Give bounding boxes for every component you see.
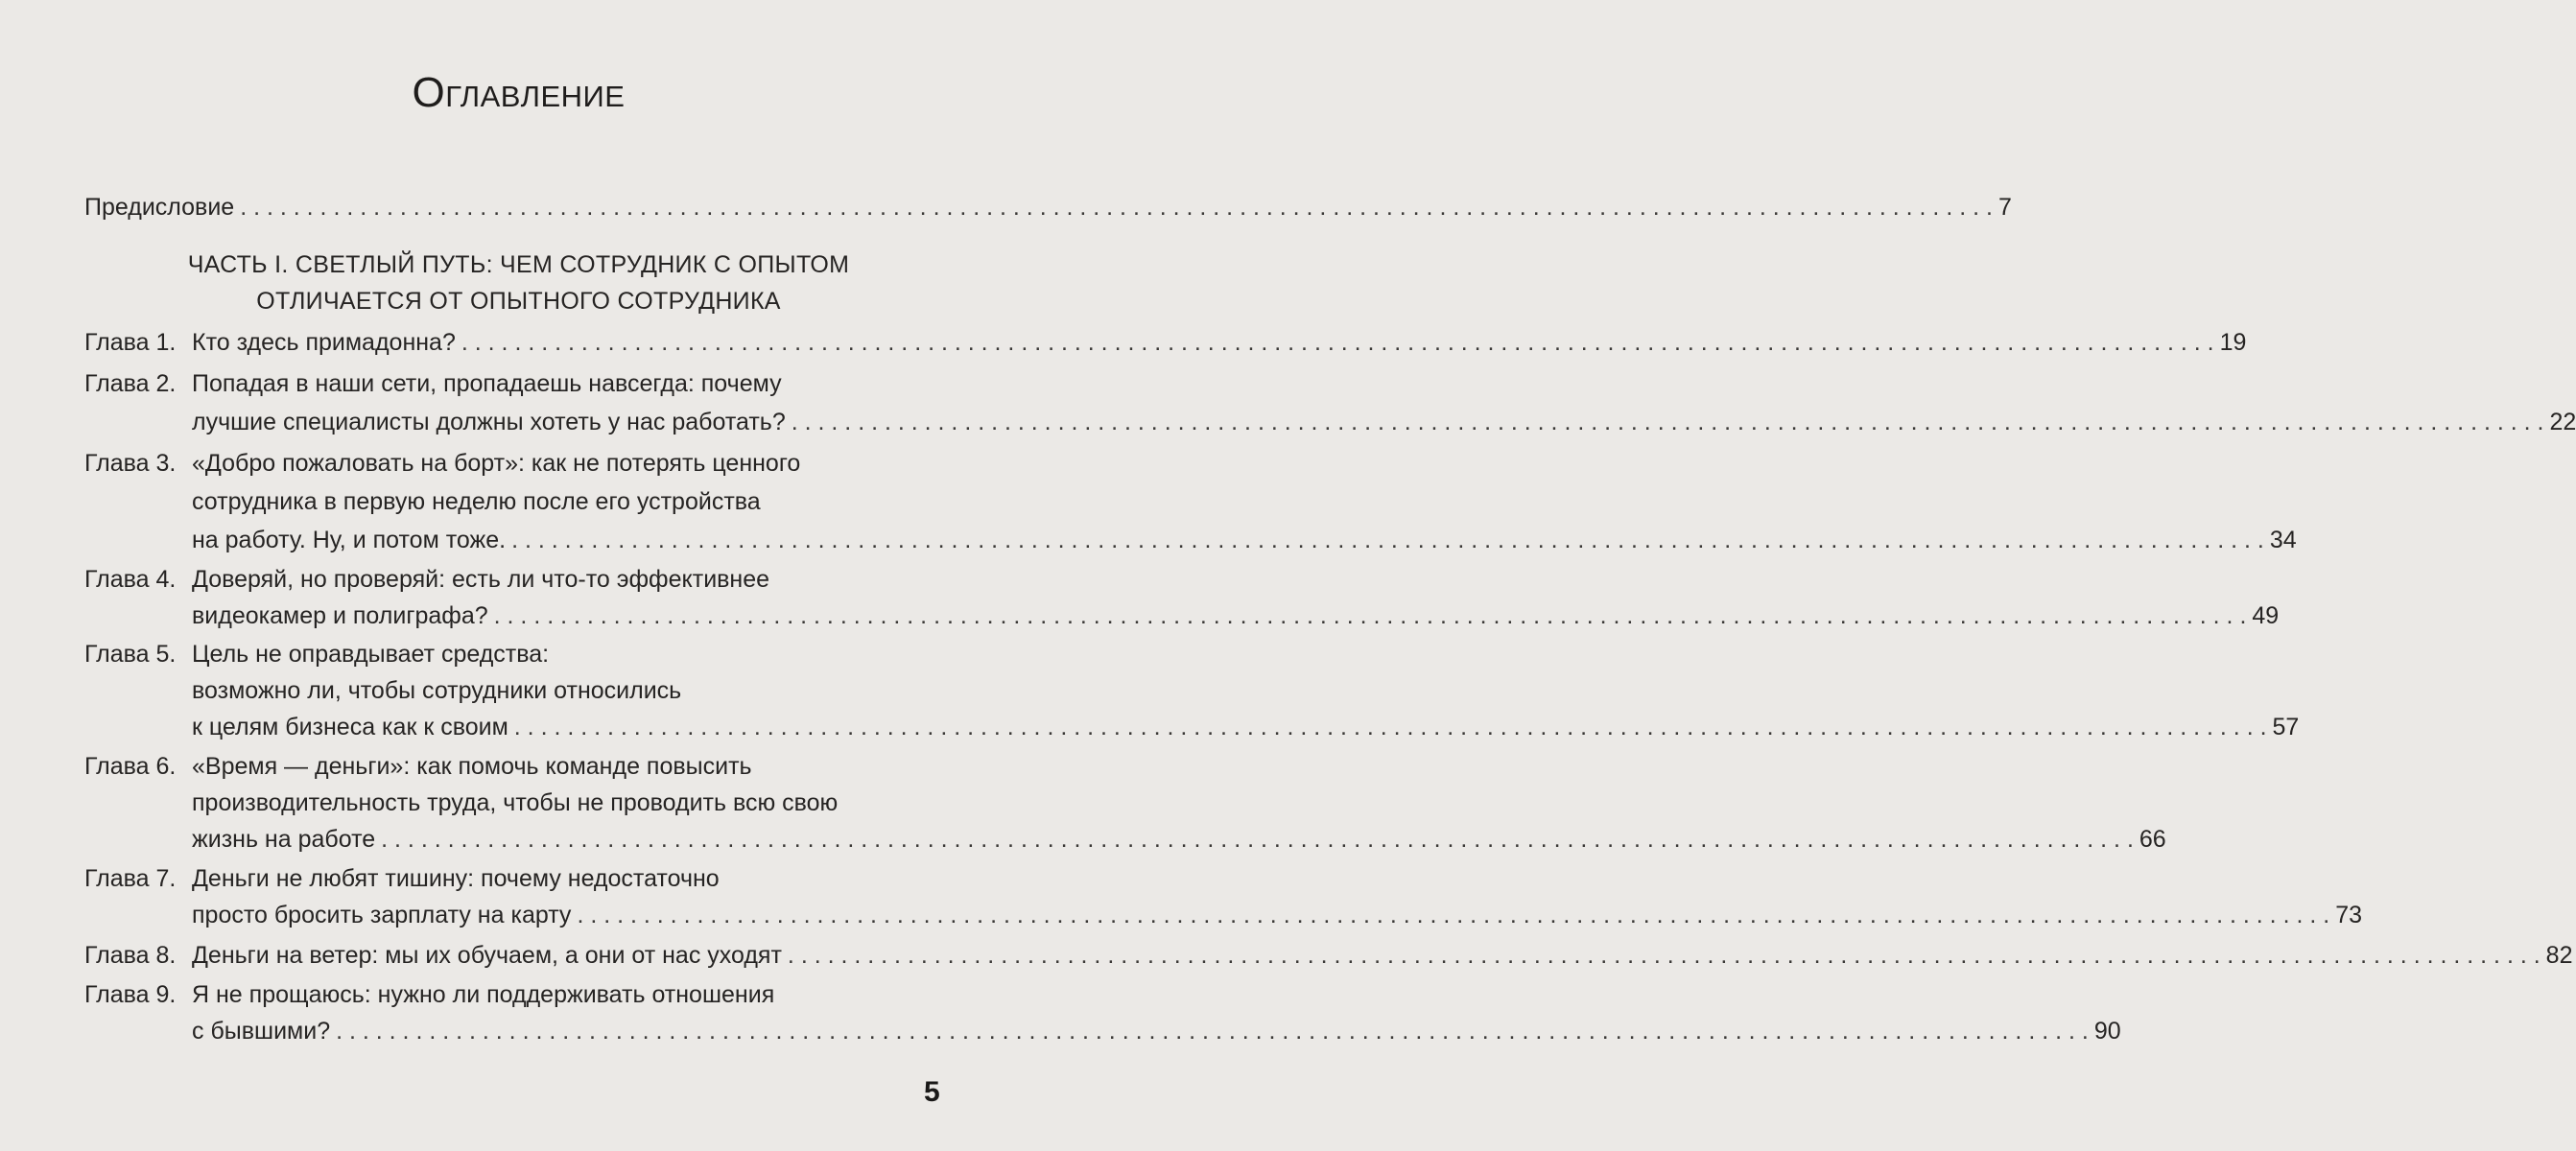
- chapter-title: «Время — деньги»: как помочь команде повысить: [192, 753, 752, 780]
- chapter-page: 49: [2252, 602, 2280, 629]
- leader-dots: [792, 403, 2544, 441]
- chapter-title: производительность труда, чтобы не проводить всю свою: [192, 789, 839, 816]
- chapter-3-line-1: [84, 444, 935, 482]
- chapter-title: Кто здесь примадонна?: [192, 329, 456, 356]
- part-heading-line2: ОТЛИЧАЕТСЯ ОТ ОПЫТНОГО СОТРУДНИКА: [256, 288, 781, 315]
- chapter-label: Глава 5.: [84, 641, 177, 668]
- chapter-title: на работу. Ну, и потом тоже.: [192, 527, 507, 553]
- chapter-7-line-2: [84, 896, 2362, 934]
- chapter-title: Деньги не любят тишину: почему недостаточно: [192, 865, 720, 892]
- chapter-title: лучшие специалисты должны хотеть у нас работать?: [192, 409, 786, 435]
- chapter-9-line-1: [84, 975, 935, 1014]
- chapter-label: Глава 8.: [84, 942, 177, 969]
- chapter-title: Попадая в наши сети, пропадаешь навсегда: почему: [192, 370, 782, 397]
- page-number: 5: [924, 1076, 940, 1108]
- chapter-4-line-1: [84, 560, 935, 599]
- chapter-title: просто бросить зарплату на карту: [192, 902, 572, 928]
- chapter-7-line-1: [84, 859, 935, 898]
- chapter-title: Я не прощаюсь: нужно ли поддерживать отношения: [192, 981, 775, 1008]
- chapter-label: Глава 9.: [84, 981, 177, 1008]
- chapter-page: 22: [2549, 409, 2576, 435]
- chapter-5-line-3: [84, 708, 2300, 746]
- leader-dots: [461, 323, 2214, 362]
- chapter-title: к целям бизнеса как к своим: [192, 714, 508, 740]
- chapter-title: Цель не оправдывает средства:: [192, 641, 550, 668]
- chapter-5-line-1: [84, 635, 935, 673]
- chapter-page: 19: [2219, 329, 2247, 356]
- chapter-title: с бывшими?: [192, 1018, 331, 1045]
- leader-dots: [514, 708, 2267, 746]
- leader-dots: [511, 521, 2264, 559]
- chapter-1-line-1: [84, 323, 2247, 362]
- chapter-page: 57: [2272, 714, 2300, 740]
- leader-dots: [494, 597, 2247, 635]
- chapter-title: Деньги на ветер: мы их обучаем, а они от нас уходят: [192, 942, 782, 969]
- preface-entry: [84, 188, 2012, 226]
- chapter-page: 82: [2545, 942, 2573, 969]
- chapter-page: 34: [2269, 527, 2297, 553]
- part-heading-line1: ЧАСТЬ I. СВЕТЛЫЙ ПУТЬ: ЧЕМ СОТРУДНИК С ОПЫТОМ: [187, 251, 850, 278]
- chapter-label: Глава 1.: [84, 329, 177, 356]
- chapter-page: 90: [2093, 1018, 2121, 1045]
- chapter-4-line-2: [84, 597, 2280, 635]
- leader-dots: [577, 896, 2329, 934]
- chapter-label: Глава 7.: [84, 865, 177, 892]
- chapter-label: Глава 2.: [84, 370, 177, 397]
- leader-dots: [336, 1012, 2089, 1050]
- preface-page: 7: [1997, 194, 2012, 221]
- preface-label: Предисловие: [84, 194, 235, 221]
- chapter-label: Глава 3.: [84, 450, 177, 477]
- chapter-page: 66: [2139, 826, 2166, 853]
- leader-dots: [381, 820, 2134, 858]
- chapter-title: сотрудника в первую неделю после его устройства: [192, 488, 761, 515]
- chapter-3-line-3: [84, 521, 2297, 559]
- chapter-label: Глава 4.: [84, 566, 177, 593]
- chapter-2-line-2: [84, 403, 2576, 441]
- chapter-page: 73: [2335, 902, 2362, 928]
- chapter-title: видеокамер и полиграфа?: [192, 602, 488, 629]
- chapter-label: Глава 6.: [84, 753, 177, 780]
- chapter-9-line-2: [84, 1012, 2121, 1050]
- leader-dots: [240, 188, 1993, 226]
- chapter-6-line-3: [84, 820, 2166, 858]
- chapter-2-line-1: [84, 364, 935, 403]
- chapter-title: жизнь на работе: [192, 826, 376, 853]
- chapter-title: «Добро пожаловать на борт»: как не потерять ценного: [192, 450, 801, 477]
- page-title: Оглавление: [412, 69, 626, 116]
- chapter-title: Доверяй, но проверяй: есть ли что-то эффективнее: [192, 566, 770, 593]
- chapter-6-line-2: [84, 784, 1043, 822]
- leader-dots: [788, 936, 2541, 975]
- chapter-5-line-2: [84, 671, 1043, 710]
- chapter-3-line-2: [84, 482, 1043, 521]
- chapter-8-line-1: [84, 936, 2573, 975]
- chapter-title: возможно ли, чтобы сотрудники относились: [192, 677, 682, 704]
- chapter-6-line-1: [84, 747, 935, 786]
